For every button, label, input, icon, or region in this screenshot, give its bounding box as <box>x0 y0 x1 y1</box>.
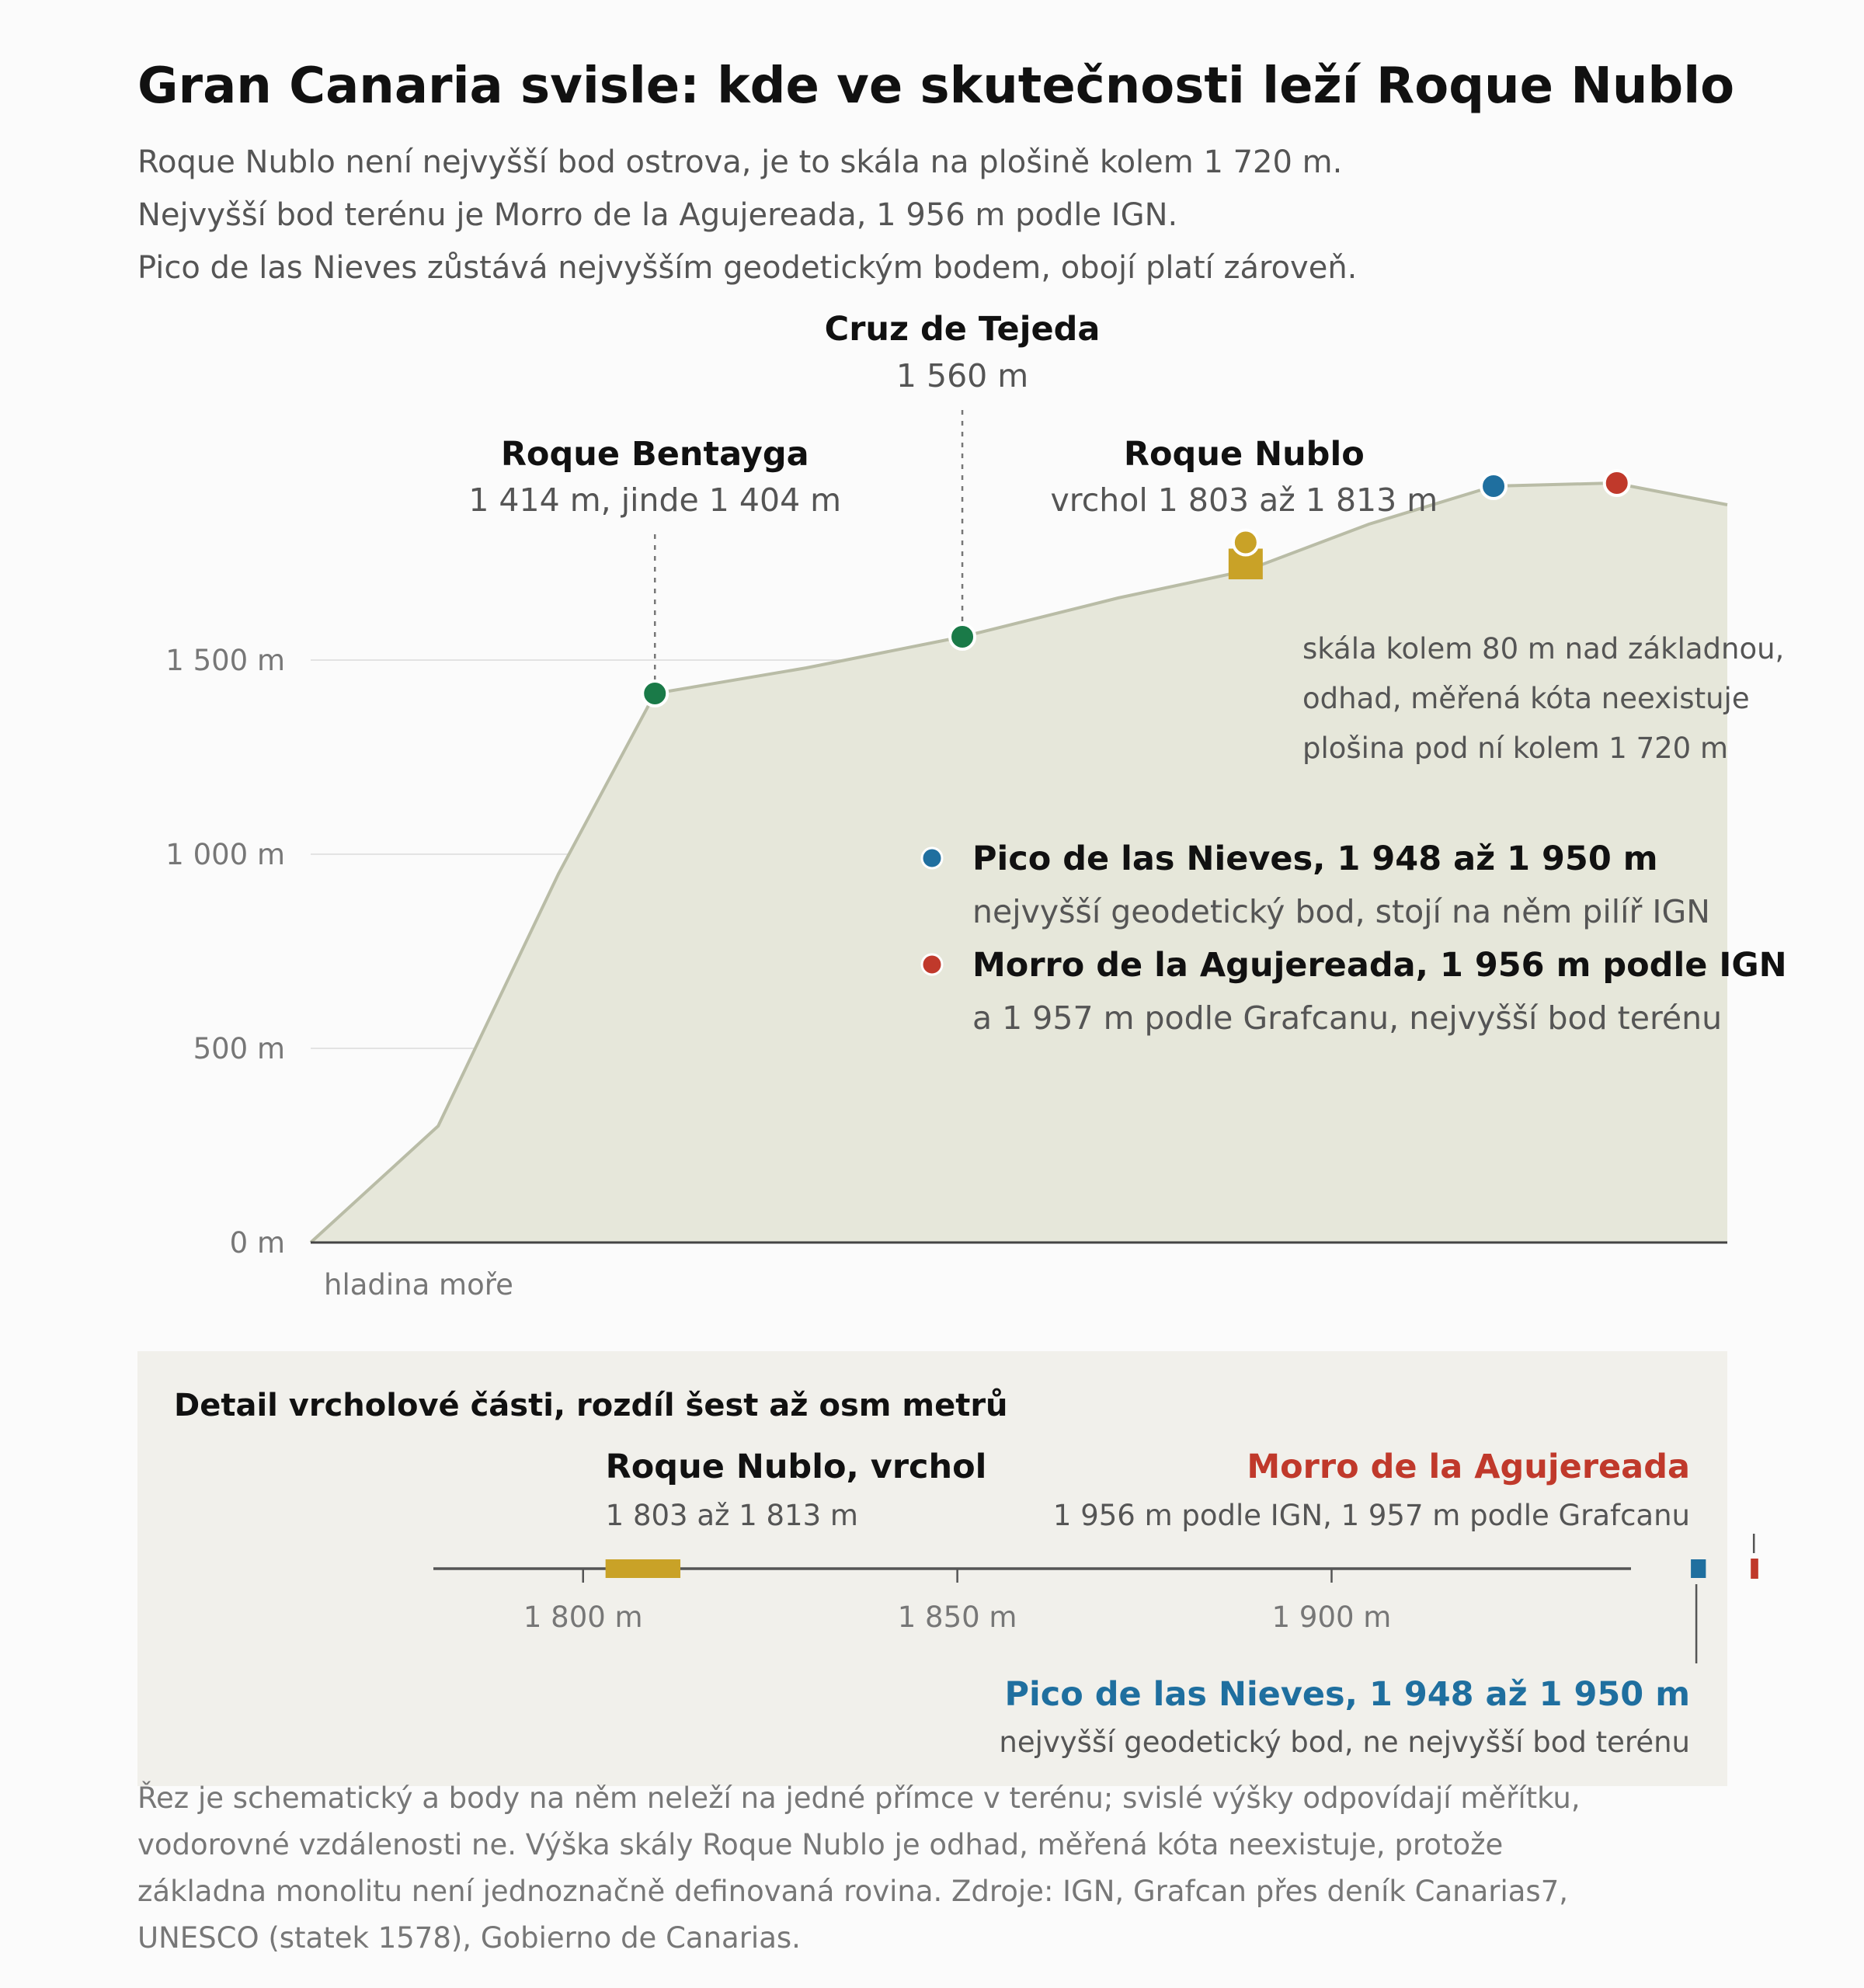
footer-line-4: UNESCO (statek 1578), Gobierno de Canarias. <box>137 1921 801 1955</box>
point-bentayga <box>642 681 667 706</box>
point-nieves <box>1481 474 1506 499</box>
point-value-nublo: vrchol 1 803 až 1 813 m <box>1050 481 1438 519</box>
point-value-tejeda: 1 560 m <box>895 357 1029 394</box>
detail-range-nublo <box>606 1559 680 1578</box>
point-name-nublo: Roque Nublo <box>1123 435 1365 474</box>
profile-chart <box>165 310 1786 1302</box>
footer-line-2: vodorovné vzdálenosti ne. Výška skály Roque Nublo je odhad, měřená kóta neexistuje, protože <box>137 1828 1504 1861</box>
detail-desc-morro: 1 956 m podle IGN, 1 957 m podle Grafcanu <box>1052 1499 1690 1532</box>
footer-line-1: Řez je schematický a body na něm neleží na jedné přímce v terénu; svislé výšky odpovídají měřítku, <box>137 1781 1581 1815</box>
point-value-bentayga: 1 414 m, jinde 1 404 m <box>468 481 842 519</box>
point-name-bentayga: Roque Bentayga <box>500 435 809 474</box>
legend-title: Morro de la Agujereada, 1 956 m podle IGN <box>972 946 1787 985</box>
legend-marker <box>922 848 942 868</box>
detail-range-morro <box>1751 1559 1758 1579</box>
y-tick-label: 1 000 m <box>165 838 285 871</box>
footer-line-3: základna monolitu není jednoznačně definovaná rovina. Zdroje: IGN, Grafcan přes deník Canarias7, <box>137 1875 1568 1908</box>
detail-tick-label: 1 850 m <box>897 1600 1017 1634</box>
detail-tick-label: 1 800 m <box>523 1600 643 1634</box>
detail-title: Detail vrcholové části, rozdíl šest až osm metrů <box>174 1388 1008 1423</box>
subtitle-line-3: Pico de las Nieves zůstává nejvyšším geodetickým bodem, obojí platí zároveň. <box>137 250 1358 286</box>
detail-range-nieves <box>1691 1559 1706 1578</box>
point-name-tejeda: Cruz de Tejeda <box>824 310 1101 349</box>
detail-desc-nublo: 1 803 až 1 813 m <box>605 1499 858 1532</box>
detail-label-nieves: Pico de las Nieves, 1 948 až 1 950 m <box>1004 1675 1690 1714</box>
y-tick-label: 500 m <box>193 1032 285 1065</box>
y-tick-label: 0 m <box>229 1226 285 1260</box>
legend-desc: nejvyšší geodetický bod, stojí na něm pilíř IGN <box>972 893 1710 930</box>
sea-level-label: hladina moře <box>324 1268 513 1302</box>
nublo-note-line: odhad, měřená kóta neexistuje <box>1302 682 1750 715</box>
chart-title: Gran Canaria svisle: kde ve skutečnosti leží Roque Nublo <box>137 57 1735 115</box>
point-morro <box>1605 471 1629 495</box>
subtitle-line-2: Nejvyšší bod terénu je Morro de la Agujereada, 1 956 m podle IGN. <box>137 197 1178 233</box>
subtitle-line-1: Roque Nublo není nejvyšší bod ostrova, je to skála na plošině kolem 1 720 m. <box>137 144 1343 180</box>
detail-chart <box>137 1351 1758 1786</box>
detail-label-nublo: Roque Nublo, vrchol <box>605 1448 987 1486</box>
nublo-note-line: skála kolem 80 m nad základnou, <box>1302 632 1785 666</box>
point-tejeda <box>950 624 975 649</box>
y-tick-label: 1 500 m <box>165 644 285 677</box>
detail-desc-nieves: nejvyšší geodetický bod, ne nejvyšší bod terénu <box>999 1726 1690 1759</box>
point-nublo <box>1233 530 1258 555</box>
legend-title: Pico de las Nieves, 1 948 až 1 950 m <box>972 839 1658 878</box>
legend-desc: a 1 957 m podle Grafcanu, nejvyšší bod terénu <box>972 999 1723 1037</box>
detail-label-morro: Morro de la Agujereada <box>1247 1448 1690 1486</box>
detail-tick-label: 1 900 m <box>1271 1600 1392 1634</box>
legend-marker <box>922 954 942 975</box>
nublo-note-line: plošina pod ní kolem 1 720 m <box>1302 732 1729 765</box>
